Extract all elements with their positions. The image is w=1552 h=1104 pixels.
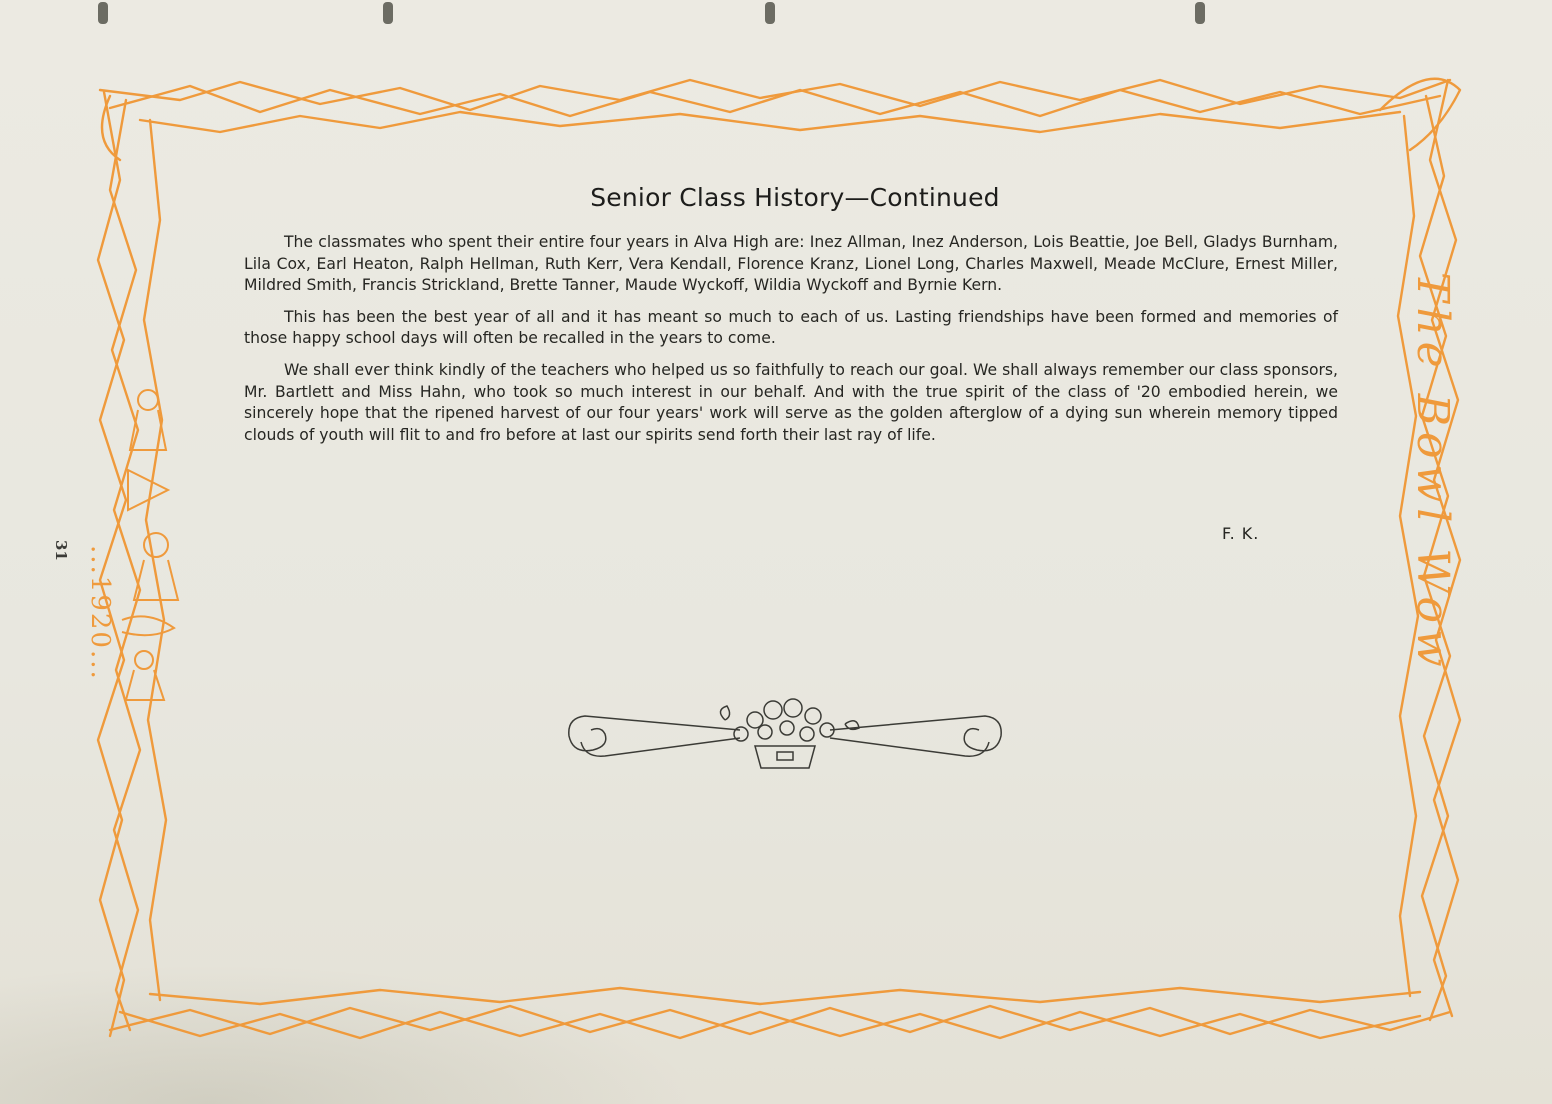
year-margin-text: ...1920... <box>85 545 115 681</box>
paragraph: This has been the best year of all and it has meant so much to each of us. Lasting friendships have been formed and memories of those happy school days will often be recalled in the years to come. <box>244 307 1338 348</box>
author-initials: F. K. <box>1222 524 1260 543</box>
history-body <box>244 232 1338 456</box>
children-and-pennant-vignette <box>108 370 188 710</box>
page-number: 31 <box>52 540 70 561</box>
page-title: Senior Class History—Continued <box>590 183 1000 212</box>
paragraph: We shall ever think kindly of the teachers who helped us so faithfully to reach our goal. We shall always remember our class sponsors, Mr. Bartlett and Miss Hahn, who took so much interest in our behalf. And with the true spirit of the class of '20 embodied herein, we sincerely hope that the ripened harvest of our four years' work will serve as the golden afterglow of a dying sun wherein memory tipped clouds of youth will flit to and fro before at last our spirits send forth their last ray of life. <box>244 360 1338 444</box>
annual-side-title: The Bowl Wow <box>1407 272 1458 673</box>
flower-basket-scroll-ornament <box>565 690 1005 780</box>
paragraph: The classmates who spent their entire four years in Alva High are: Inez Allman, Inez Anderson, Lois Beattie, Joe Bell, Gladys Burnham, Lila Cox, Earl Heaton, Ralph Hellman, Ruth Kerr, Vera Kendall, Florence Kranz, Lionel Long, Charles Maxwell, Meade McClure, Ernest Miller, Mildred Smith, Francis Strickland, Brette Tanner, Maude Wyckoff, Wildia Wyckoff and Byrnie Kern. <box>244 233 1338 295</box>
